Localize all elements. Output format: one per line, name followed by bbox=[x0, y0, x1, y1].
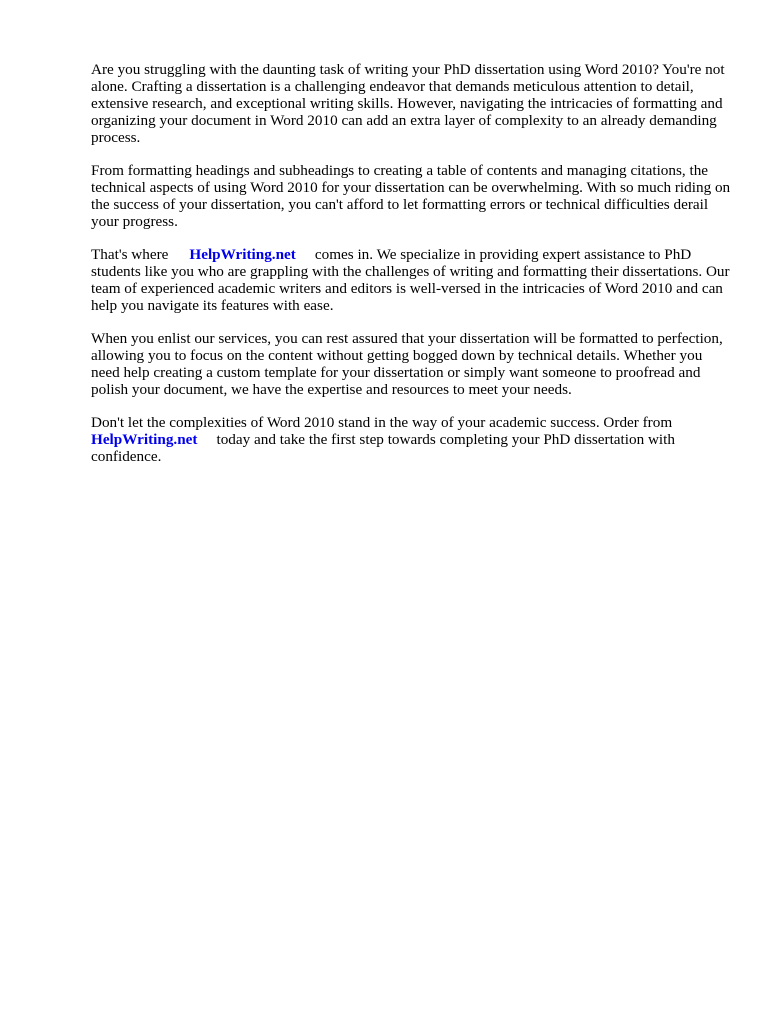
helpwriting-link[interactable]: HelpWriting.net bbox=[189, 246, 296, 263]
helpwriting-order-link[interactable]: HelpWriting.net bbox=[91, 431, 198, 448]
paragraph-call-to-action bbox=[91, 414, 731, 465]
paragraph-formatting: From formatting headings and subheadings to creating a table of contents and managing citations, the technical aspects of using Word 2010 for your dissertation can be overwhelming. With so much riding on the success of your dissertation, you can't afford to let formatting errors or technical difficulties derail your progress. bbox=[91, 162, 731, 230]
paragraph-service-lead: That's where bbox=[91, 246, 169, 263]
paragraph-service-rest: comes in. We specialize in providing expert assistance to PhD students like you who are grappling with the challenges of writing and formatting their dissertations. Our team of experienced academic writers and editors is well-versed in the intricacies of Word 2010 and can help you navigate its features with ease. bbox=[91, 246, 730, 314]
document-page bbox=[91, 61, 731, 481]
paragraph-cta-lead: Don't let the complexities of Word 2010 stand in the way of your academic success. Order from bbox=[91, 414, 673, 431]
paragraph-cta-rest: today and take the first step towards completing your PhD dissertation with confidence. bbox=[91, 431, 675, 465]
paragraph-intro: Are you struggling with the daunting task of writing your PhD dissertation using Word 2010? You're not alone. Crafting a dissertation is a challenging endeavor that demands meticulous attention to detail, extensive research, and exceptional writing skills. However, navigating the intricacies of formatting and organizing your document in Word 2010 can add an extra layer of complexity to an already demanding process. bbox=[91, 61, 725, 146]
paragraph-benefits: When you enlist our services, you can rest assured that your dissertation will be formatted to perfection, allowing you to focus on the content without getting bogged down by technical details. Whether you need help creating a custom template for your dissertation or simply want someone to proofread and polish your document, we have the expertise and resources to meet your needs. bbox=[91, 330, 723, 398]
paragraph-service bbox=[91, 246, 731, 314]
